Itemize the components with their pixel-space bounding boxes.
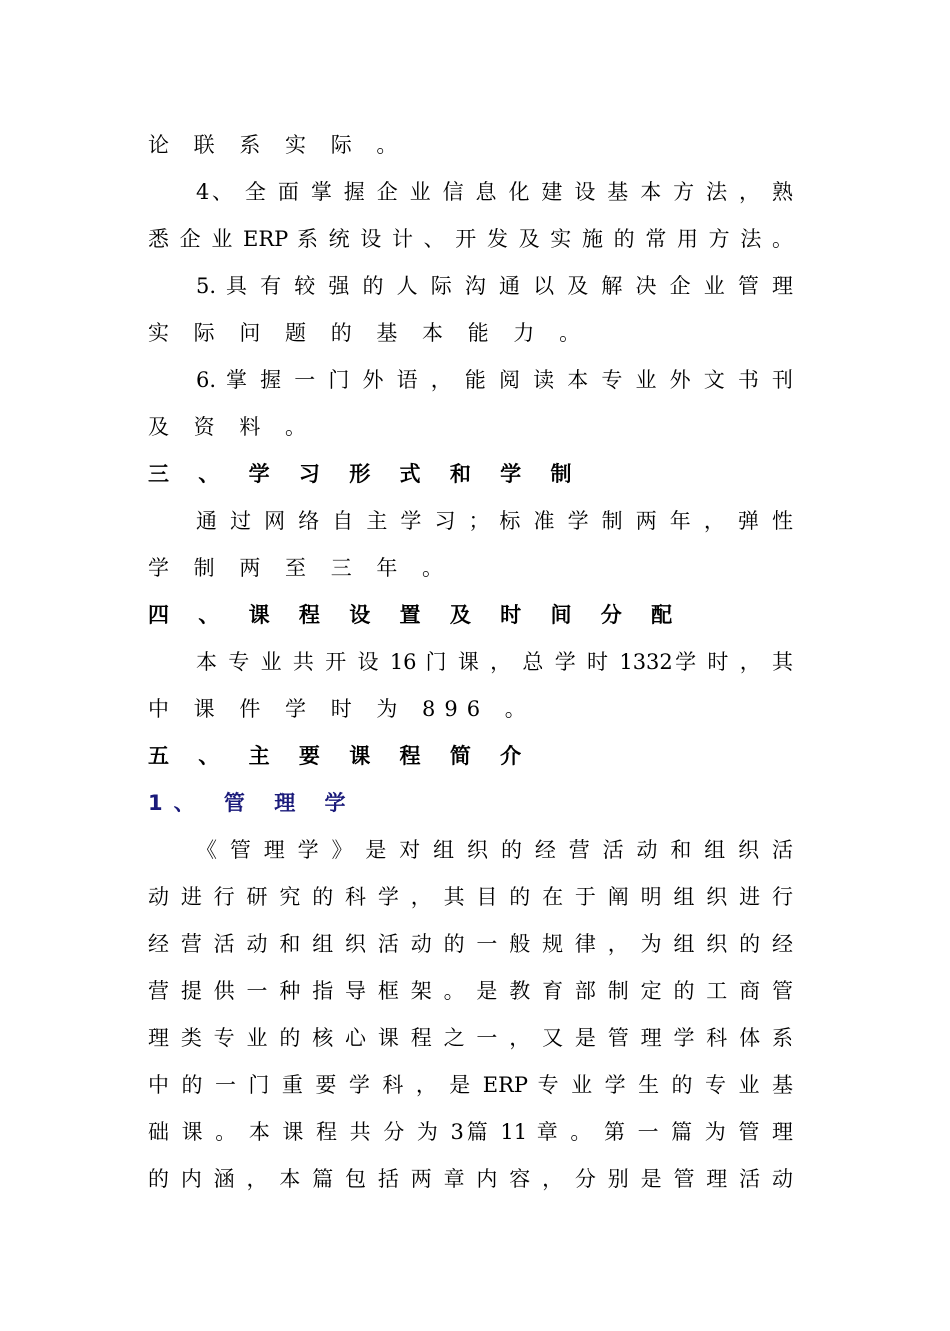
management-paragraph-line-3: 经 营 活 动 和 组 织 活 动 的 一 般 规 律 ， 为 组 织 的 经	[148, 932, 793, 956]
management-paragraph-line-4: 营 提 供 一 种 指 导 框 架 。 是 教 育 部 制 定 的 工 商 管	[148, 979, 793, 1003]
document-page	[148, 122, 793, 1203]
study-form-line-1: 通 过 网 络 自 主 学 习 ； 标 准 学 制 两 年 ， 弹 性	[196, 509, 793, 533]
management-paragraph-line-2: 动 进 行 研 究 的 科 学 ， 其 目 的 在 于 阐 明 组 织 进 行	[148, 885, 793, 909]
list-item-5-line-1: 5. 具 有 较 强 的 人 际 沟 通 以 及 解 决 企 业 管 理	[196, 274, 793, 298]
management-paragraph-line-7: 础 课 。 本 课 程 共 分 为 3篇 11 章 。 第 一 篇 为 管 理	[148, 1120, 793, 1144]
list-item-4-line-1: 4、 全 面 掌 握 企 业 信 息 化 建 设 基 本 方 法 ， 熟	[196, 180, 793, 204]
course-setup-line-1: 本 专 业 共 开 设 16 门 课 ， 总 学 时 1332学 时 ， 其	[196, 650, 793, 674]
management-paragraph-line-6: 中 的 一 门 重 要 学 科 ， 是 ERP 专 业 学 生 的 专 业 基	[148, 1073, 793, 1097]
section-heading-5: 五 、 主 要 课 程 简 介	[148, 744, 533, 768]
list-item-5-line-2: 实 际 问 题 的 基 本 能 力 。	[148, 321, 590, 345]
text-line: 论 联 系 实 际 。	[148, 133, 407, 157]
management-paragraph-line-1: 《 管 理 学 》 是 对 组 织 的 经 营 活 动 和 组 织 活	[196, 838, 793, 862]
subsection-heading-1: 1、 管 理 学	[148, 791, 357, 815]
list-item-6-line-1: 6. 掌 握 一 门 外 语 ， 能 阅 读 本 专 业 外 文 书 刊	[196, 368, 793, 392]
list-item-6-line-2: 及 资 料 。	[148, 415, 316, 439]
list-item-4-line-2: 悉 企 业 ERP 系 统 设 计 、 开 发 及 实 施 的 常 用 方 法 。	[148, 227, 793, 251]
study-form-line-2: 学 制 两 至 三 年 。	[148, 556, 453, 580]
management-paragraph-line-5: 理 类 专 业 的 核 心 课 程 之 一 ， 又 是 管 理 学 科 体 系	[148, 1026, 793, 1050]
management-paragraph-line-8: 的 内 涵 ， 本 篇 包 括 两 章 内 容 ， 分 别 是 管 理 活 动	[148, 1167, 793, 1191]
section-heading-3: 三 、 学 习 形 式 和 学 制	[148, 462, 583, 486]
course-setup-line-2: 中 课 件 学 时 为 896 。	[148, 697, 535, 721]
section-heading-4: 四 、 课 程 设 置 及 时 间 分 配	[148, 603, 684, 627]
